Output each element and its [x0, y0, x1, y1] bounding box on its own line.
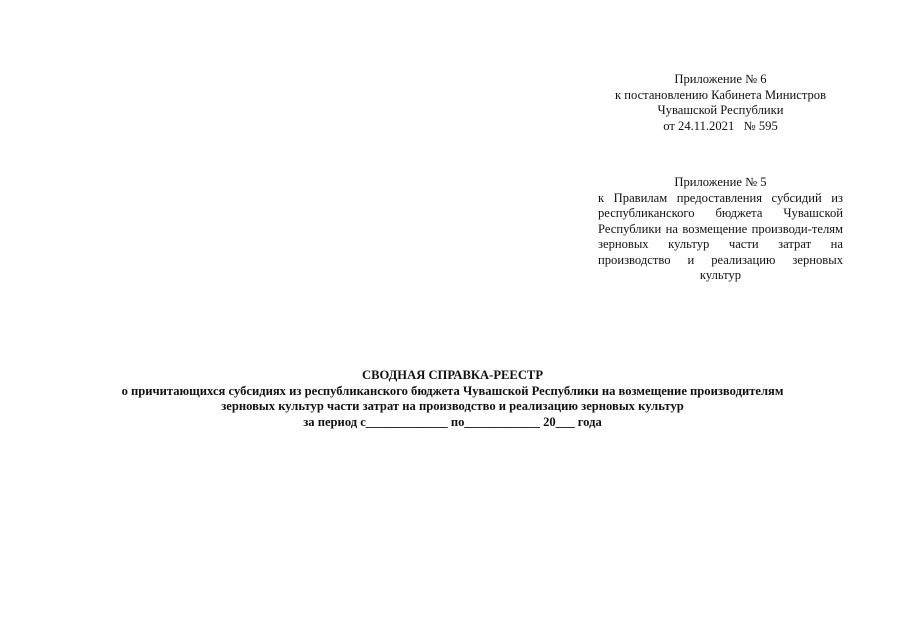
appendix-5-number: Приложение № 5 — [674, 175, 767, 189]
appendix-6-republic: Чувашской Республики — [657, 103, 784, 117]
appendix-5-rules-reference: к Правилам предоставления субсидий из республиканского бюджета Чувашской Республики на возмещение производи-телям зерновых культур части затрат на производство и реализацию зерновых культур — [598, 190, 843, 282]
appendix-6-date: от 24.11.2021 № 595 — [663, 118, 778, 133]
document-period-line: за период с_____________ по____________ 20___ года — [303, 414, 602, 429]
appendix-6-number: Приложение № 6 — [674, 72, 767, 86]
document-title-block — [40, 368, 865, 430]
appendix-5-header — [598, 175, 843, 284]
appendix-6-header — [598, 72, 843, 134]
document-title: СВОДНАЯ СПРАВКА-РЕЕСТР — [361, 368, 544, 382]
document-subtitle-line-1: о причитающихся субсидиях из республиканского бюджета Чувашской Республики на возмещение производителям — [121, 383, 784, 398]
appendix-6-resolution: к постановлению Кабинета Министров — [614, 87, 827, 102]
document-subtitle-line-2: зерновых культур части затрат на производство и реализацию зерновых культур — [221, 399, 684, 413]
